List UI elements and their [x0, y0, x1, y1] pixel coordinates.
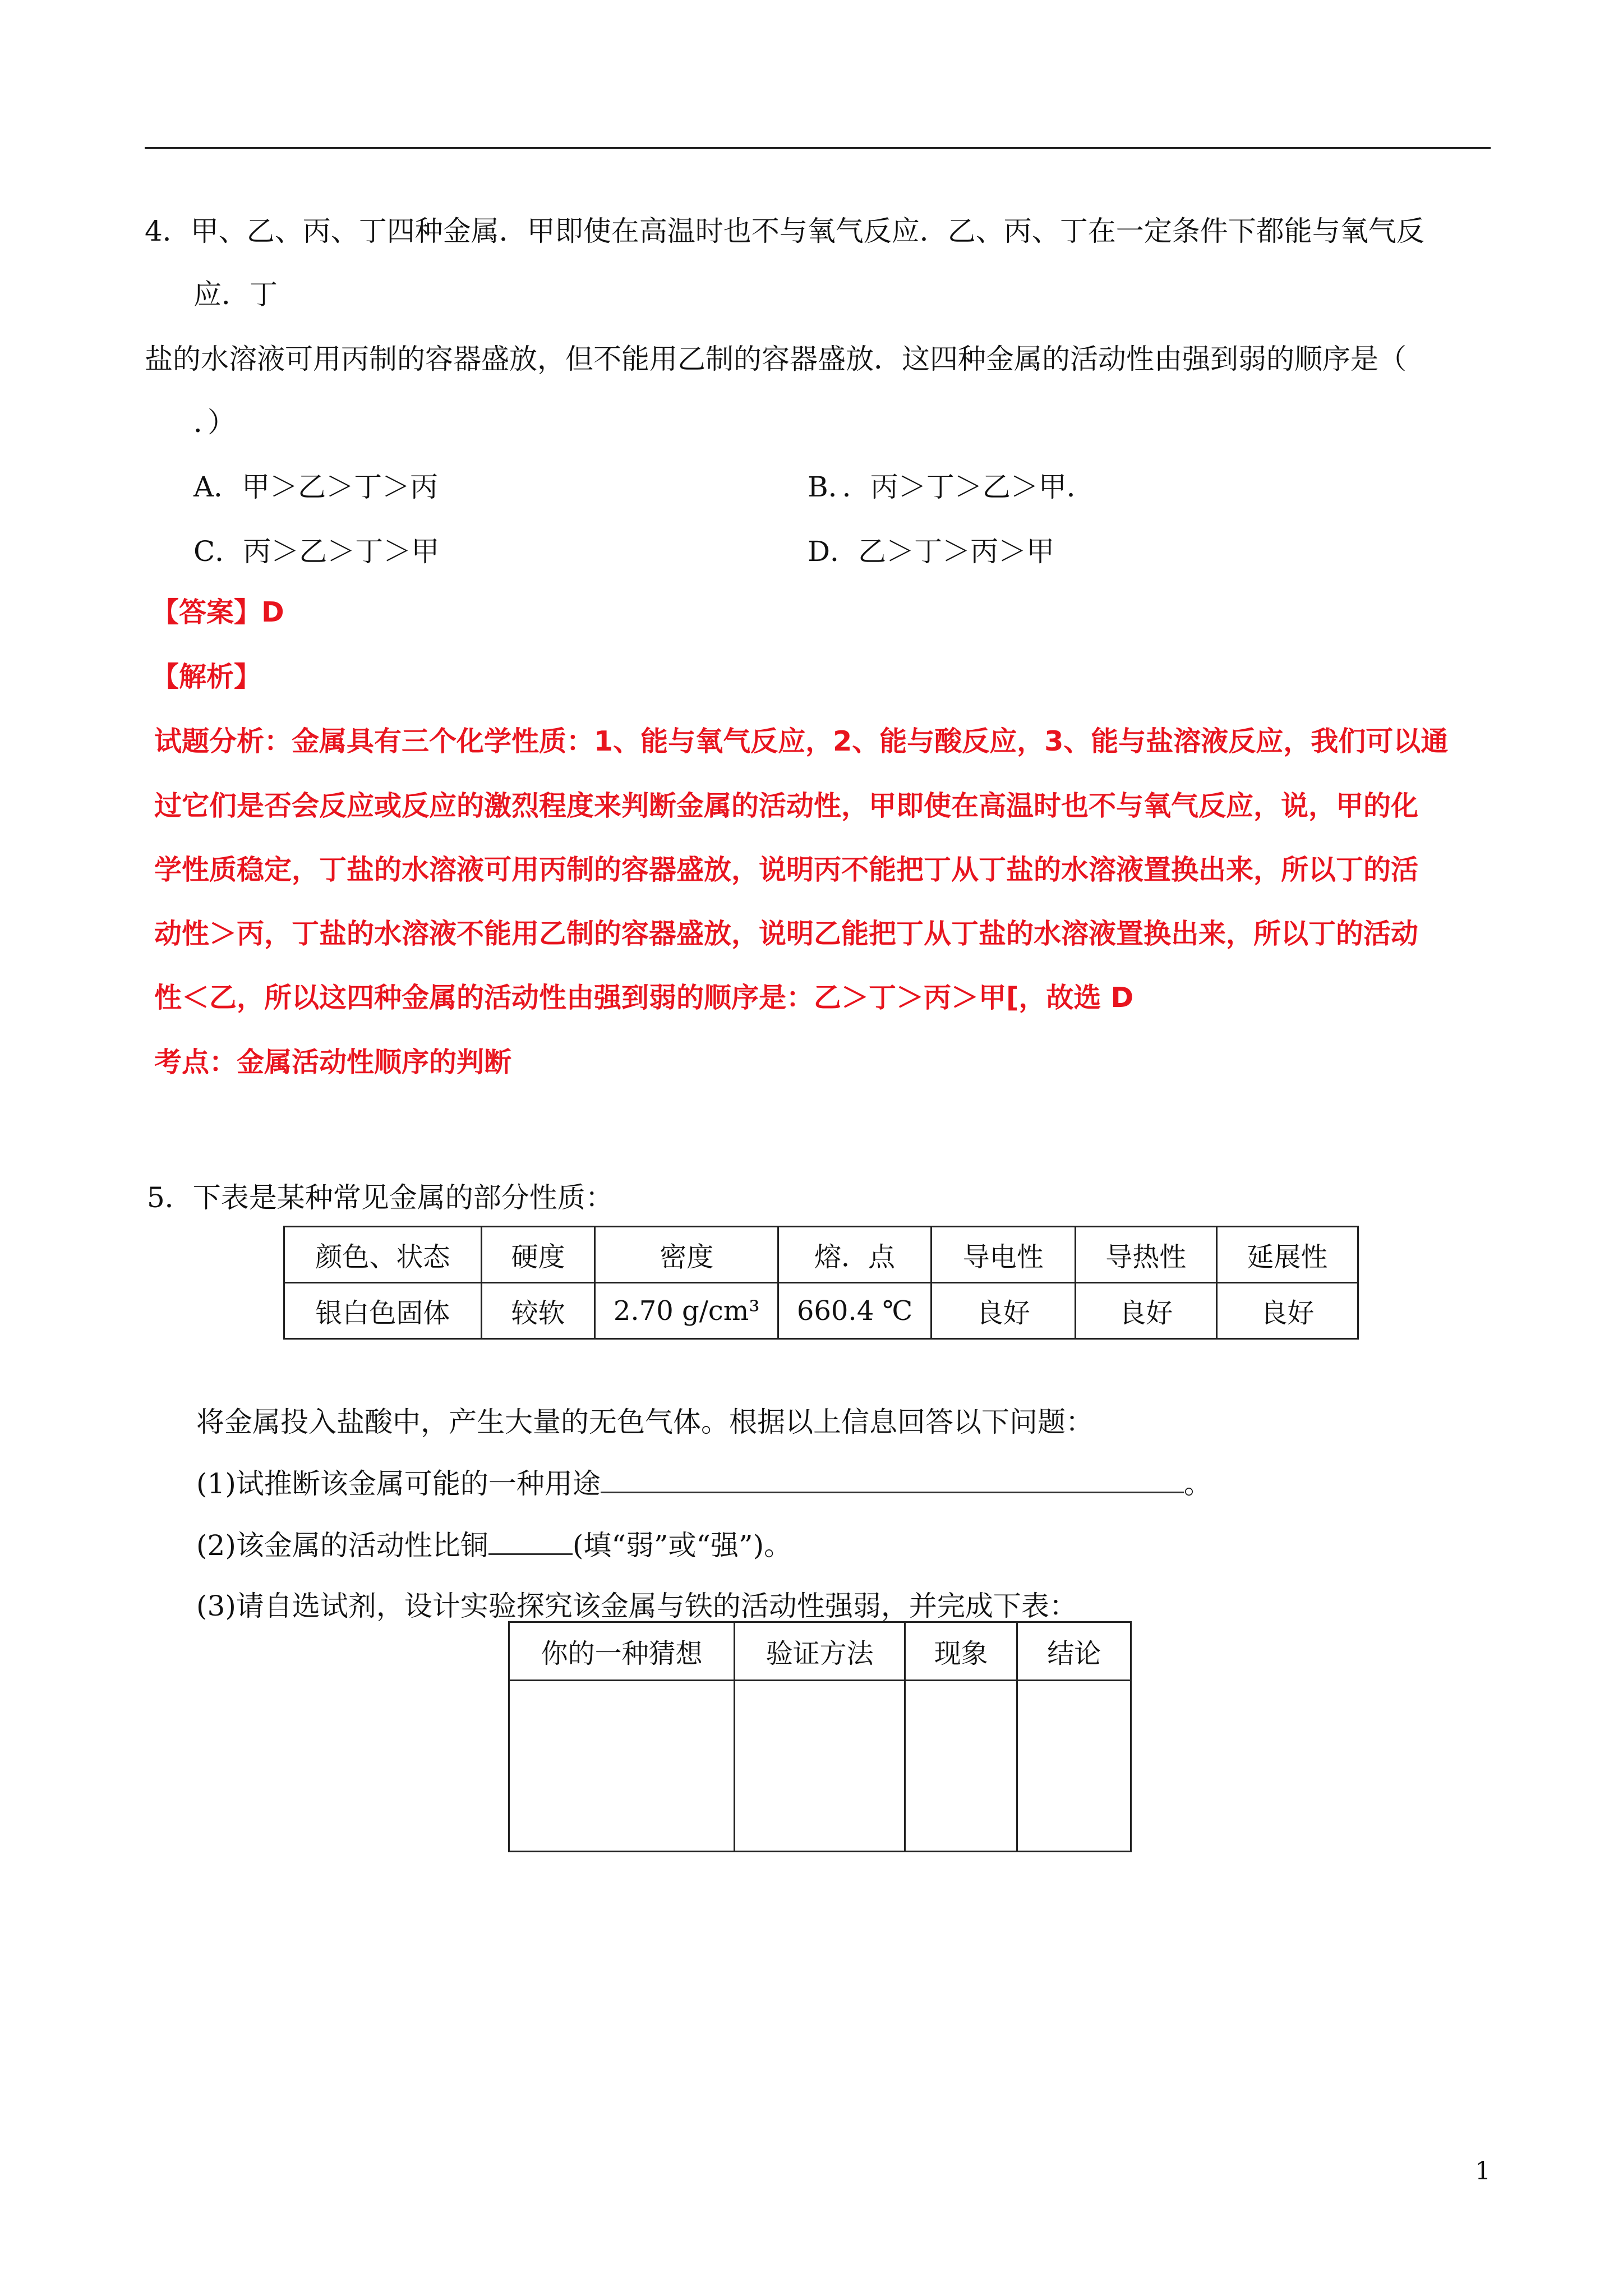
q5-sub3: (3)请自选试剂，设计实验探究该金属与铁的活动性强弱，并完成下表：: [196, 1590, 1077, 1622]
table-header-cell: 验证方法: [735, 1622, 905, 1681]
table-cell: 良好: [1075, 1283, 1216, 1339]
q5-intro: 将金属投入盐酸中，产生大量的无色气体。根据以上信息回答以下问题：: [196, 1406, 1094, 1438]
q5-sub2-prefix: (2)该金属的活动性比铜: [196, 1529, 488, 1562]
conclusion-answer-cell[interactable]: [1017, 1681, 1131, 1852]
table-header-cell: 熔．点: [778, 1227, 931, 1283]
q4-analysis-line: 性＜乙，所以这四种金属的活动性由强到弱的顺序是：乙＞丁＞丙＞甲[，故选 D: [154, 982, 1134, 1014]
q4-analysis-line: 试题分析：金属具有三个化学性质：1、能与氧气反应，2、能与酸反应，3、能与盐溶液反应，我们可以通: [154, 725, 1449, 757]
table-cell: 660.4 ℃: [778, 1283, 931, 1339]
experiment-answer-row: [509, 1681, 1131, 1852]
q4-answer-label: 【答案】D: [151, 596, 284, 628]
table-header-cell: 延展性: [1216, 1227, 1358, 1283]
table-header-cell: 颜色、状态: [284, 1227, 482, 1283]
table-header-cell: 密度: [595, 1227, 778, 1283]
table-cell: 较软: [481, 1283, 594, 1339]
table-header-cell: 导热性: [1075, 1227, 1216, 1283]
q4-analysis-line: 动性＞丙，丁盐的水溶液不能用乙制的容器盛放，说明乙能把丁从丁盐的水溶液置换出来，所以丁的活动: [154, 918, 1419, 950]
table-cell: 银白色固体: [284, 1283, 482, 1339]
q5-sub1-suffix: 。: [1183, 1467, 1212, 1500]
q4-option-a: A．甲＞乙＞丁＞丙: [193, 471, 439, 503]
q4-option-d: D．乙＞丁＞丙＞甲: [808, 535, 1055, 568]
properties-header-row: [284, 1227, 1358, 1283]
q4-analysis-label: 【解析】: [151, 661, 262, 693]
table-header-cell: 结论: [1017, 1622, 1131, 1681]
q4-option-b: B．．丙＞丁＞乙＞甲．: [808, 471, 1095, 503]
guess-answer-cell[interactable]: [509, 1681, 735, 1852]
header-rule: [145, 147, 1491, 149]
table-header-cell: 导电性: [931, 1227, 1075, 1283]
table-cell: 良好: [1216, 1283, 1358, 1339]
q5-sub2-suffix: (填“弱”或“强”)。: [572, 1529, 792, 1562]
q4-option-c: C．丙＞乙＞丁＞甲: [193, 535, 440, 568]
table-cell: 2.70 g/cm³: [595, 1283, 778, 1339]
use-answer-blank[interactable]: [601, 1492, 1184, 1493]
q4-analysis-line: 过它们是否会反应或反应的激烈程度来判断金属的活动性，甲即使在高温时也不与氧气反应，说，甲的化: [154, 790, 1419, 822]
q5-stem: 5．下表是某种常见金属的部分性质：: [147, 1181, 614, 1214]
table-header-cell: 现象: [905, 1622, 1017, 1681]
experiment-table: [508, 1621, 1132, 1852]
properties-table: [283, 1226, 1359, 1340]
experiment-header-row: [509, 1622, 1131, 1681]
q4-stem-line4: ．）: [193, 406, 236, 439]
properties-value-row: [284, 1283, 1358, 1339]
q4-stem-line3: 盐的水溶液可用丙制的容器盛放，但不能用乙制的容器盛放．这四种金属的活动性由强到弱的顺序是（: [145, 343, 1407, 375]
q5-sub1: [196, 1461, 1212, 1502]
q4-stem-line2: 应．丁: [193, 278, 278, 311]
activity-answer-blank[interactable]: [488, 1553, 573, 1555]
q4-stem-line1: 4．甲、乙、丙、丁四种金属．甲即使在高温时也不与氧气反应．乙、丙、丁在一定条件下都能与氧气反: [145, 215, 1424, 247]
method-answer-cell[interactable]: [735, 1681, 905, 1852]
page-number: 1: [1475, 2157, 1491, 2185]
table-header-cell: 你的一种猜想: [509, 1622, 735, 1681]
table-cell: 良好: [931, 1283, 1075, 1339]
phenomenon-answer-cell[interactable]: [905, 1681, 1017, 1852]
q4-exam-point: 考点：金属活动性顺序的判断: [154, 1046, 512, 1078]
q5-sub2: [196, 1523, 792, 1563]
table-header-cell: 硬度: [481, 1227, 594, 1283]
q4-analysis-line: 学性质稳定，丁盐的水溶液可用丙制的容器盛放，说明丙不能把丁从丁盐的水溶液置换出来，所以丁的活: [154, 854, 1419, 886]
q5-sub1-prefix: (1)试推断该金属可能的一种用途: [196, 1467, 601, 1500]
